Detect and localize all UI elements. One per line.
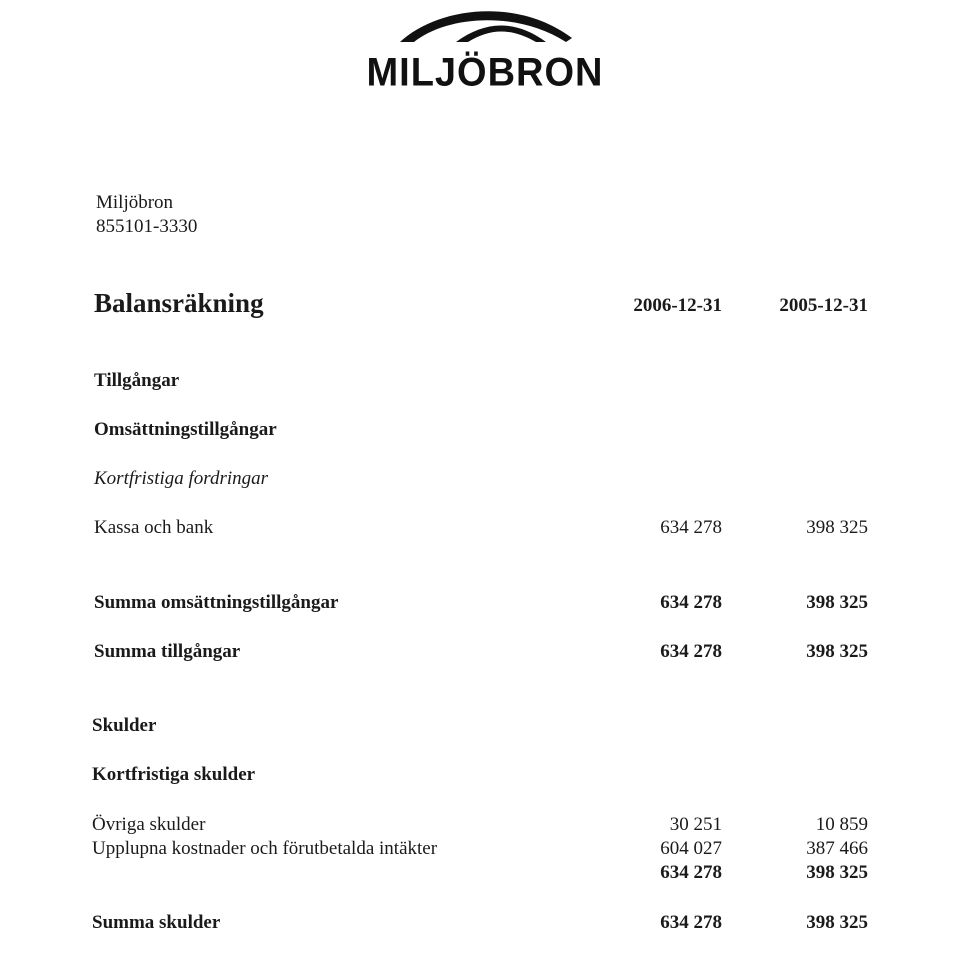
column-header-2006: 2006-12-31: [633, 295, 722, 316]
logo-wordmark: MILJÖBRON: [366, 50, 604, 96]
short-term-receivables-heading: Kortfristiga fordringar: [94, 468, 269, 489]
total-assets-2005: 398 325: [806, 641, 868, 662]
org-name: Miljöbron: [96, 192, 174, 213]
liabilities-subtotal-2005: 398 325: [806, 862, 868, 883]
total-current-assets-label: Summa omsättningstillgångar: [94, 592, 339, 613]
page-title: Balansräkning: [94, 288, 264, 318]
other-liabilities-label: Övriga skulder: [92, 814, 206, 835]
org-number: 855101-3330: [96, 216, 198, 237]
assets-heading: Tillgångar: [94, 370, 180, 391]
liabilities-subtotal-2006: 634 278: [660, 862, 722, 883]
logo: [360, 0, 610, 100]
total-current-assets-2005: 398 325: [806, 592, 868, 613]
total-liabilities-label: Summa skulder: [92, 912, 221, 933]
arch-bridge-logo-icon: [396, 2, 576, 48]
total-assets-2006: 634 278: [660, 641, 722, 662]
other-liabilities-2006: 30 251: [669, 814, 722, 835]
accrued-expenses-label: Upplupna kostnader och förutbetalda intäkter: [92, 838, 438, 859]
cash-and-bank-2006: 634 278: [660, 517, 722, 538]
cash-and-bank-label: Kassa och bank: [94, 517, 214, 538]
other-liabilities-2005: 10 859: [815, 814, 868, 835]
accrued-expenses-2005: 387 466: [806, 838, 868, 859]
liabilities-heading: Skulder: [92, 715, 157, 736]
total-liabilities-2006: 634 278: [660, 912, 722, 933]
short-term-liabilities-heading: Kortfristiga skulder: [92, 764, 256, 785]
total-assets-label: Summa tillgångar: [94, 641, 241, 662]
current-assets-heading: Omsättningstillgångar: [94, 419, 277, 440]
total-current-assets-2006: 634 278: [660, 592, 722, 613]
total-liabilities-2005: 398 325: [806, 912, 868, 933]
accrued-expenses-2006: 604 027: [660, 838, 722, 859]
cash-and-bank-2005: 398 325: [806, 517, 868, 538]
column-header-2005: 2005-12-31: [779, 295, 868, 316]
